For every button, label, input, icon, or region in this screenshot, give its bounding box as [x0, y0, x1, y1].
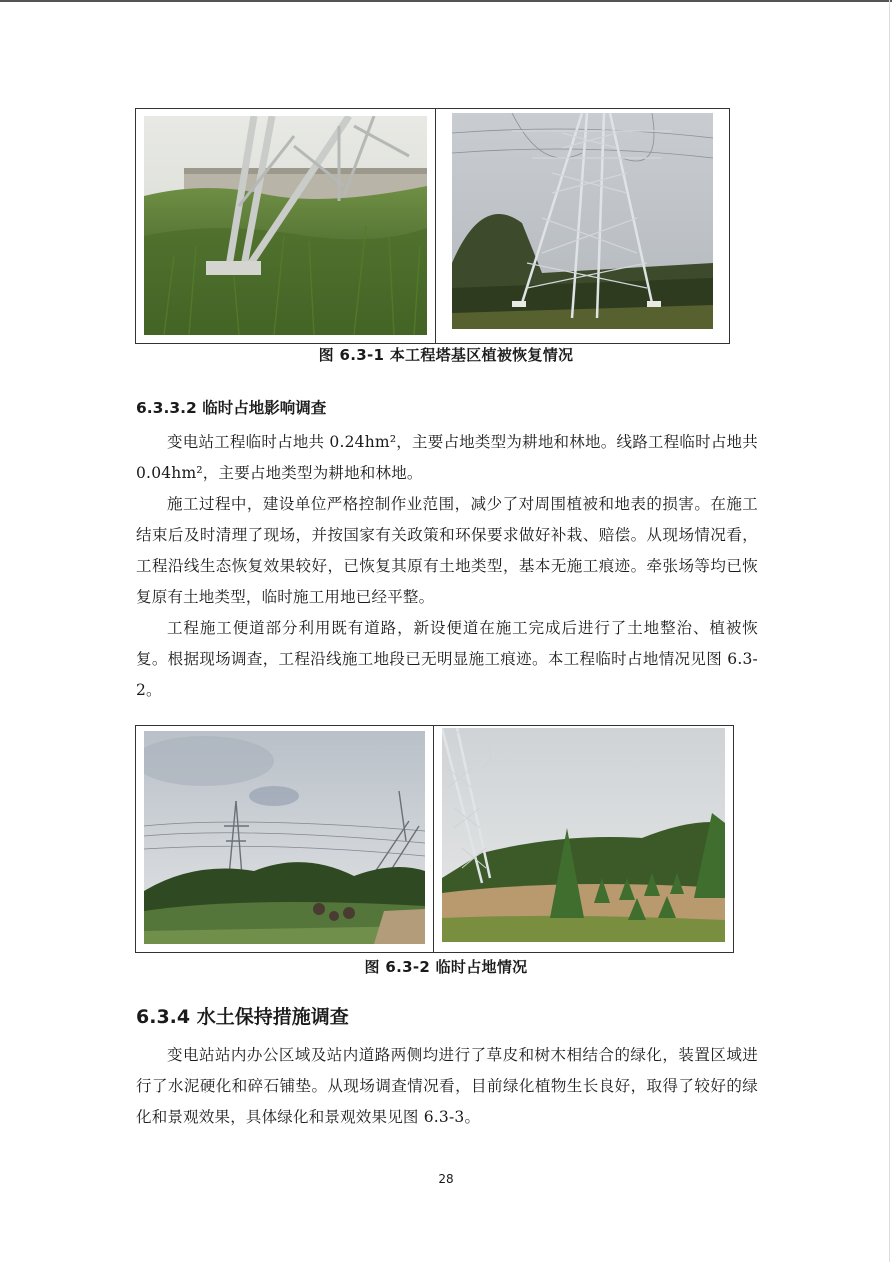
- page-right-border: [889, 0, 890, 1262]
- section-6-3-3-2-paragraph-1: 变电站工程临时占地共 0.24hm²，主要占地类型为耕地和林地。线路工程临时占地共 0.04hm²，主要占地类型为耕地和林地。: [136, 433, 758, 482]
- figure-6-3-1-cell-right: [435, 109, 729, 343]
- field-with-towers-photo: [144, 731, 425, 944]
- figure-6-3-2-caption: 图 6.3-2 临时占地情况: [364, 958, 528, 976]
- figure-6-3-1-cell-left: [136, 109, 435, 343]
- figure-6-3-2-cell-left: [136, 726, 433, 952]
- section-6-3-3-2-paragraph-3: 工程施工便道部分利用既有道路，新设便道在施工完成后进行了土地整治、植被恢复。根据现场调查，工程沿线施工地段已无明显施工痕迹。本工程临时占地情况见图 6.3-2。: [136, 619, 758, 699]
- section-6-3-3-2-paragraph-2: 施工过程中，建设单位严格控制作业范围，减少了对周围植被和地表的损害。在施工结束后及时清理了现场，并按国家有关政策和环保要求做好补栽、赔偿。从现场情况看，工程沿线生态恢复效果较好，已恢复其原有土地类型，基本无施工痕迹。牵张场等均已恢复原有土地类型，临时施工用地已经平整。: [136, 495, 758, 606]
- figure-6-3-2-table: [135, 725, 734, 953]
- page-number: 28: [438, 1172, 454, 1186]
- page-top-border: [0, 0, 892, 2]
- section-6-3-3-2-heading: 6.3.3.2 临时占地影响调查: [136, 399, 327, 417]
- section-6-3-4-heading: 6.3.4 水土保持措施调查: [136, 1006, 349, 1028]
- tree-nursery-photo: [442, 728, 725, 942]
- tower-base-grass-photo: [144, 116, 427, 335]
- section-6-3-4-paragraph-1: 变电站站内办公区域及站内道路两侧均进行了草皮和树木相结合的绿化，装置区域进行了水泥硬化和碎石铺垫。从现场调查情况看，目前绿化植物生长良好，取得了较好的绿化和景观效果，具体绿化和景观效果见图 6.3-3。: [136, 1046, 758, 1126]
- transmission-tower-photo: [452, 113, 713, 329]
- figure-6-3-1-caption: 图 6.3-1 本工程塔基区植被恢复情况: [318, 346, 574, 364]
- figure-6-3-1-table: [135, 108, 730, 344]
- figure-6-3-2-cell-right: [433, 726, 733, 952]
